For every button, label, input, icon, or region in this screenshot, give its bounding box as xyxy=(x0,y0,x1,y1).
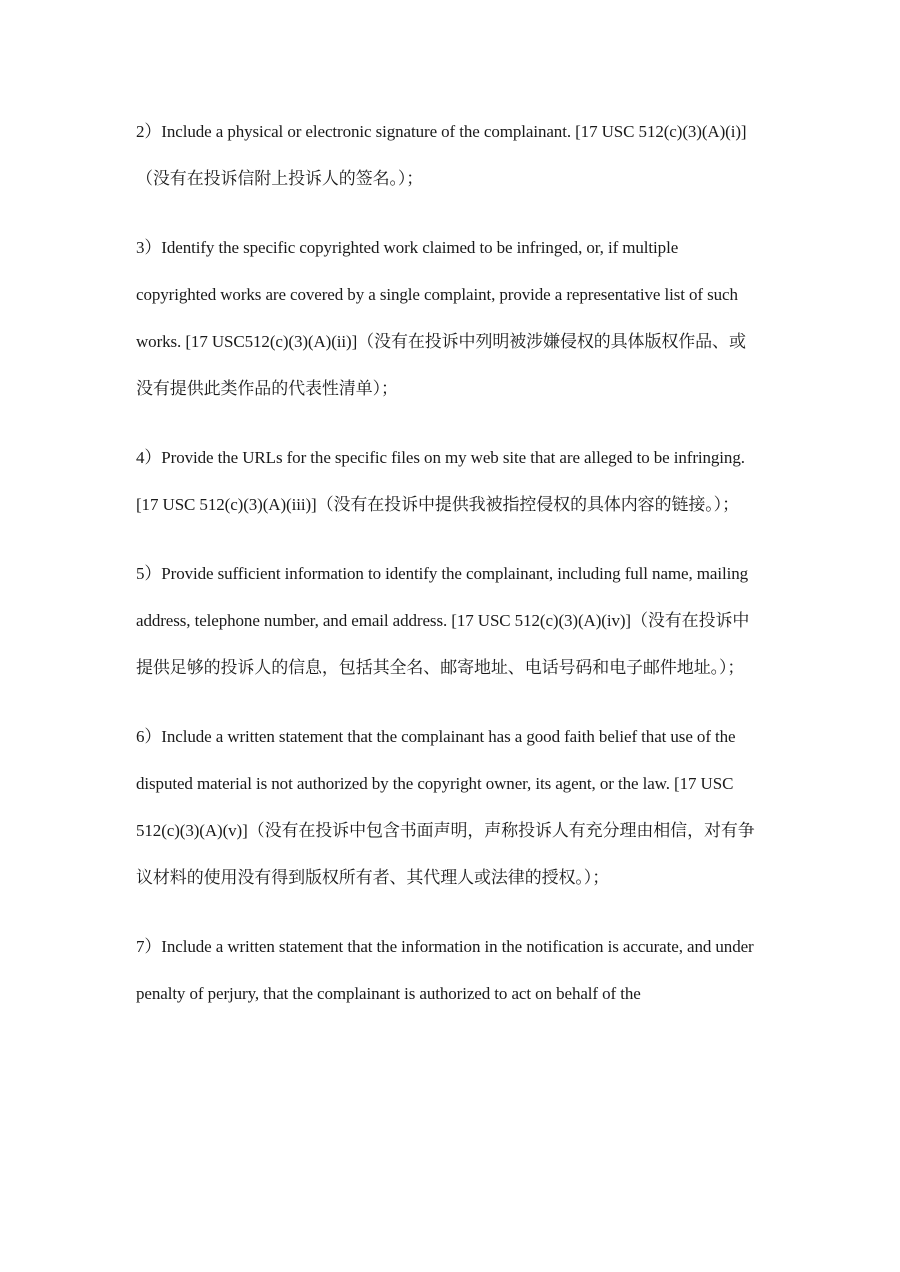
list-item-7: 7）Include a written statement that the information in the notification is accurate, and under penalty of perjury, that the complainant is authorized to act on behalf of the xyxy=(136,937,754,1003)
list-item-4: 4）Provide the URLs for the specific files on my web site that are alleged to be infringing. [17 USC 512(c)(3)(A)(iii)]（没有在投诉中提供我被指控侵权的具体内容的链接。）； xyxy=(136,448,745,514)
document-body xyxy=(136,108,762,1017)
list-item-6: 6）Include a written statement that the complainant has a good faith belief that use of the disputed material is not authorized by the copyright owner, its agent, or the law. [17 USC 512(c)(3)(A)(v)]（没有在投诉中包含书面声明，声称投诉人有充分理由相信，对有争议材料的使用没有得到版权所有者、其代理人或法律的授权。）； xyxy=(136,727,755,887)
list-item-5: 5）Provide sufficient information to identify the complainant, including full name, mailing address, telephone number, and email address. [17 USC 512(c)(3)(A)(iv)]（没有在投诉中提供足够的投诉人的信息，包括其全名、邮寄地址、电话号码和电子邮件地址。）； xyxy=(136,564,750,677)
list-item-2: 2）Include a physical or electronic signature of the complainant. [17 USC 512(c)(3)(A)(i)]（没有在投诉信附上投诉人的签名。）； xyxy=(136,122,747,188)
list-item-3: 3）Identify the specific copyrighted work claimed to be infringed, or, if multiple copyrighted works are covered by a single complaint, provide a representative list of such works. [17 USC512(c)(3)(A)(ii)]（没有在投诉中列明被涉嫌侵权的具体版权作品、或没有提供此类作品的代表性清单）； xyxy=(136,238,746,398)
